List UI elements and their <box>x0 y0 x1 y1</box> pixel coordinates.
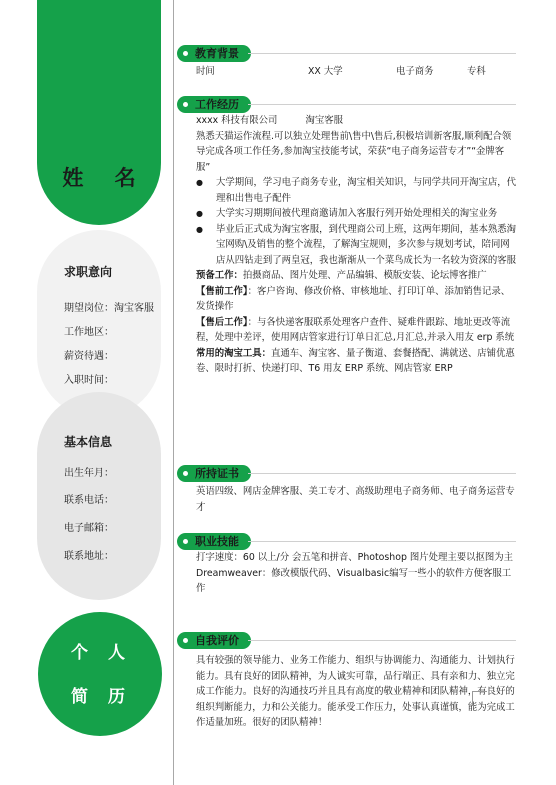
skills-title: 职业技能 <box>177 533 251 550</box>
aftersale-text: ：与各快递客服联系处理客户查件、疑难件跟踪、地址更改等流程，处理中差评，使用网店管家进行订单日汇总,月汇总,并录入用友 erp 系统 <box>196 316 515 343</box>
education-major: 电子商务 <box>396 66 434 77</box>
skills-line: 打字速度：60 以上/分 会五笔和拼音、Photoshop 图片处理主要以抠图为主 <box>196 552 514 563</box>
skills-line: Dreamweaver：修改模版代码、Visualbasic编写一些小的软件方便客服工作 <box>196 567 512 594</box>
education-title: 教育背景 <box>177 45 251 62</box>
seal-char: 人 <box>108 643 125 663</box>
pre-work-text: 拍摄商品、图片处理、产品编辑、模版安装、论坛博客推广 <box>242 270 487 281</box>
section-rule <box>248 104 516 105</box>
company-name: xxxx 科技有限公司 <box>196 115 278 126</box>
basic-info-row: 联系地址： <box>64 551 114 562</box>
education-degree: 专科 <box>467 66 486 77</box>
presale-label: 【售前工作】 <box>196 285 248 297</box>
self-evaluation-text: 具有较强的领导能力、业务工作能力、组织与协调能力、沟通能力、计划执行能力。具有良好的团队精神，为人诚实可靠，品行端正、具有亲和力、独立完成工作能力。良好的沟通技巧并且具有高度的敬业精神和团队精神，有良好的组织判断能力，力和公关能力。能承受工作压力，处事认真谨慎，能为完成工作适量加班。很好的团队精神！ <box>196 655 515 728</box>
corner-mark <box>472 691 487 706</box>
basic-info-row: 电子邮箱： <box>64 523 114 534</box>
section-rule <box>248 473 516 474</box>
certificates-title: 所持证书 <box>177 465 251 482</box>
intent-row: 薪资待遇： <box>64 351 114 362</box>
section-rule <box>248 53 516 54</box>
work-title: 工作经历 <box>177 96 251 113</box>
skills-text <box>196 550 516 597</box>
work-position: 淘宝客服 <box>305 115 343 126</box>
job-intent-title: 求职意向 <box>64 265 113 279</box>
candidate-name: 姓 名 <box>62 166 148 190</box>
intent-row: 工作地区： <box>64 327 114 338</box>
pre-work-label: 预备工作： <box>196 270 243 281</box>
work-bullet: ● 毕业后正式成为淘宝客服，到代理商公司上班，这两年期间，基本熟悉淘宝网购\及销售的整个流程，了解淘宝规则，多次参与规划考试，陪同网店从四钻走到了两皇冠，我也渐渐从一个菜鸟成长为一名较为资深的客服 <box>196 222 516 269</box>
work-experience <box>196 113 516 377</box>
seal-char: 个 <box>71 643 88 663</box>
aftersale-label: 【售后工作】 <box>196 316 248 328</box>
work-bullet: ● 大学实习期期间被代理商邀请加入客服行列开始处理相关的淘宝业务 <box>196 206 516 222</box>
education-time: 时间 <box>196 66 215 77</box>
education-school: XX 大学 <box>308 66 343 77</box>
presale-text: ：客户咨询、修改价格、审核地址、打印订单、添加销售记录、发货操作 <box>196 285 511 312</box>
self-evaluation-title: 自我评价 <box>177 632 251 649</box>
section-rule <box>248 541 516 542</box>
resume-seal <box>38 612 162 736</box>
seal-char: 简 <box>71 687 88 707</box>
section-rule <box>248 640 516 641</box>
work-bullet: ● 大学期间，学习电子商务专业，淘宝相关知识，与同学共同开淘宝店，代理和出售电子配件 <box>196 175 516 206</box>
tools-text: 直通车、淘宝客、量子衡道、套餐搭配、满就送、店铺优惠卷、限时打折、快递打印、T6 用友 ERP 系统、网店管家 ERP <box>196 347 515 374</box>
tools-label: 常用的淘宝工具： <box>196 347 272 359</box>
work-intro: 熟悉天猫运作流程.可以独立处理售前\售中\售后,积极培训新客服,顺利配合领导完成各项工作任务,参加淘宝技能考试，荣获“电子商务运营专才”“金牌客服” <box>196 130 512 173</box>
column-divider <box>173 0 174 785</box>
seal-char: 历 <box>108 687 125 707</box>
certificates-text: 英语四级、网店金牌客服、美工专才、高级助理电子商务师、电子商务运营专才 <box>196 486 515 513</box>
basic-info-title: 基本信息 <box>64 435 113 449</box>
basic-info-row: 出生年月： <box>64 468 114 479</box>
intent-row: 期望岗位：淘宝客服 <box>64 303 154 314</box>
intent-row: 入职时间： <box>64 375 114 386</box>
basic-info-row: 联系电话： <box>64 495 114 506</box>
